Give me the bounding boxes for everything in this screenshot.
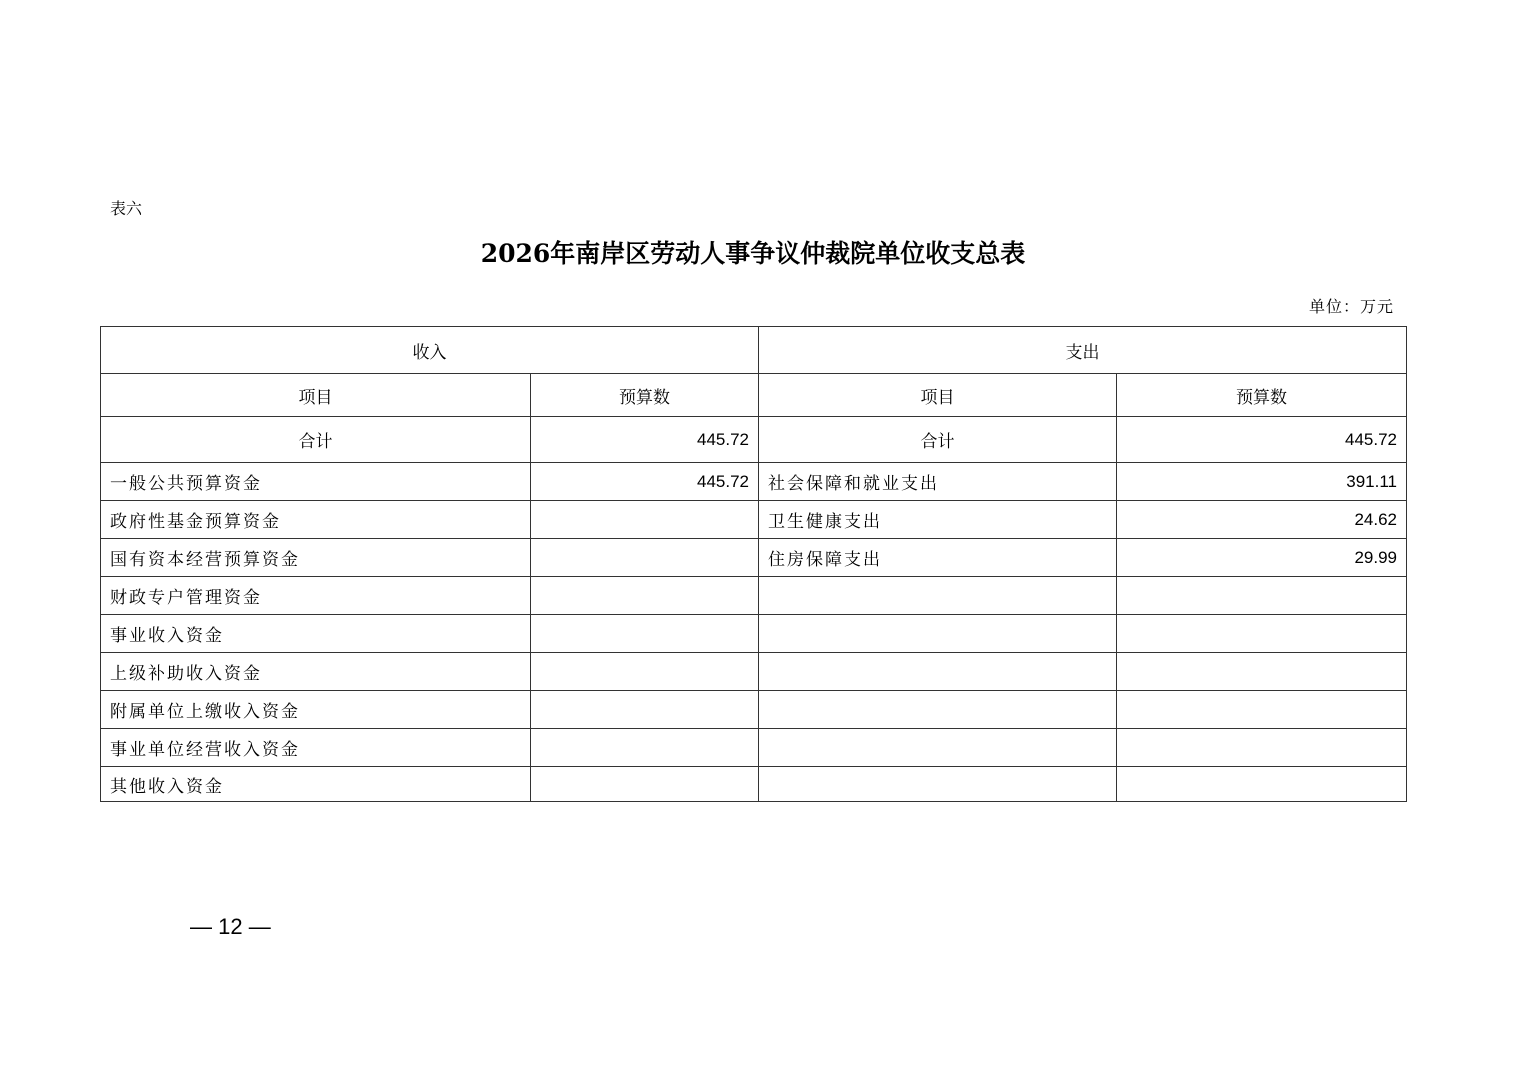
income-value (531, 767, 759, 802)
income-value (531, 653, 759, 691)
expense-value (1117, 577, 1407, 615)
income-total-value: 445.72 (531, 417, 759, 463)
income-item: 一般公共预算资金 (101, 463, 531, 501)
income-item-header: 项目 (101, 374, 531, 417)
income-value (531, 539, 759, 577)
income-value: 445.72 (531, 463, 759, 501)
expense-header: 支出 (759, 327, 1407, 374)
table-row (101, 691, 1407, 729)
income-item: 政府性基金预算资金 (101, 501, 531, 539)
expense-item (759, 767, 1117, 802)
income-value (531, 691, 759, 729)
expense-total-label: 合计 (759, 417, 1117, 463)
expense-value (1117, 615, 1407, 653)
income-value (531, 577, 759, 615)
expense-item (759, 577, 1117, 615)
table-row (101, 463, 1407, 501)
expense-value: 29.99 (1117, 539, 1407, 577)
income-budget-header: 预算数 (531, 374, 759, 417)
total-row (101, 417, 1407, 463)
table-row (101, 501, 1407, 539)
expense-item (759, 615, 1117, 653)
expense-item (759, 653, 1117, 691)
expense-item: 卫生健康支出 (759, 501, 1117, 539)
unit-label: 单位：万元 (1308, 297, 1394, 316)
income-item: 上级补助收入资金 (101, 653, 531, 691)
expense-total-value: 445.72 (1117, 417, 1407, 463)
table-row (101, 615, 1407, 653)
expense-item (759, 729, 1117, 767)
table-row (101, 539, 1407, 577)
expense-value (1117, 653, 1407, 691)
table-row (101, 767, 1407, 802)
income-value (531, 615, 759, 653)
income-item: 事业单位经营收入资金 (101, 729, 531, 767)
expense-value: 391.11 (1117, 463, 1407, 501)
table-row (101, 577, 1407, 615)
income-total-label: 合计 (101, 417, 531, 463)
income-item: 附属单位上缴收入资金 (101, 691, 531, 729)
income-item: 其他收入资金 (101, 767, 531, 802)
expense-value: 24.62 (1117, 501, 1407, 539)
table-row (101, 653, 1407, 691)
income-value (531, 729, 759, 767)
expense-value (1117, 729, 1407, 767)
expense-item-header: 项目 (759, 374, 1117, 417)
income-item: 财政专户管理资金 (101, 577, 531, 615)
table-row (101, 729, 1407, 767)
income-value (531, 501, 759, 539)
document-title: 2026年南岸区劳动人事争议仲裁院单位收支总表 (480, 239, 1026, 268)
group-header-row (101, 327, 1407, 374)
expense-budget-header: 预算数 (1117, 374, 1407, 417)
income-item: 事业收入资金 (101, 615, 531, 653)
expense-item: 住房保障支出 (759, 539, 1117, 577)
expense-item: 社会保障和就业支出 (759, 463, 1117, 501)
table-label: 表六 (110, 199, 143, 218)
income-item: 国有资本经营预算资金 (101, 539, 531, 577)
expense-value (1117, 767, 1407, 802)
column-header-row (101, 374, 1407, 417)
budget-summary-table (100, 326, 1407, 802)
expense-item (759, 691, 1117, 729)
expense-value (1117, 691, 1407, 729)
page-number: — 12 — (190, 914, 271, 939)
income-header: 收入 (101, 327, 759, 374)
